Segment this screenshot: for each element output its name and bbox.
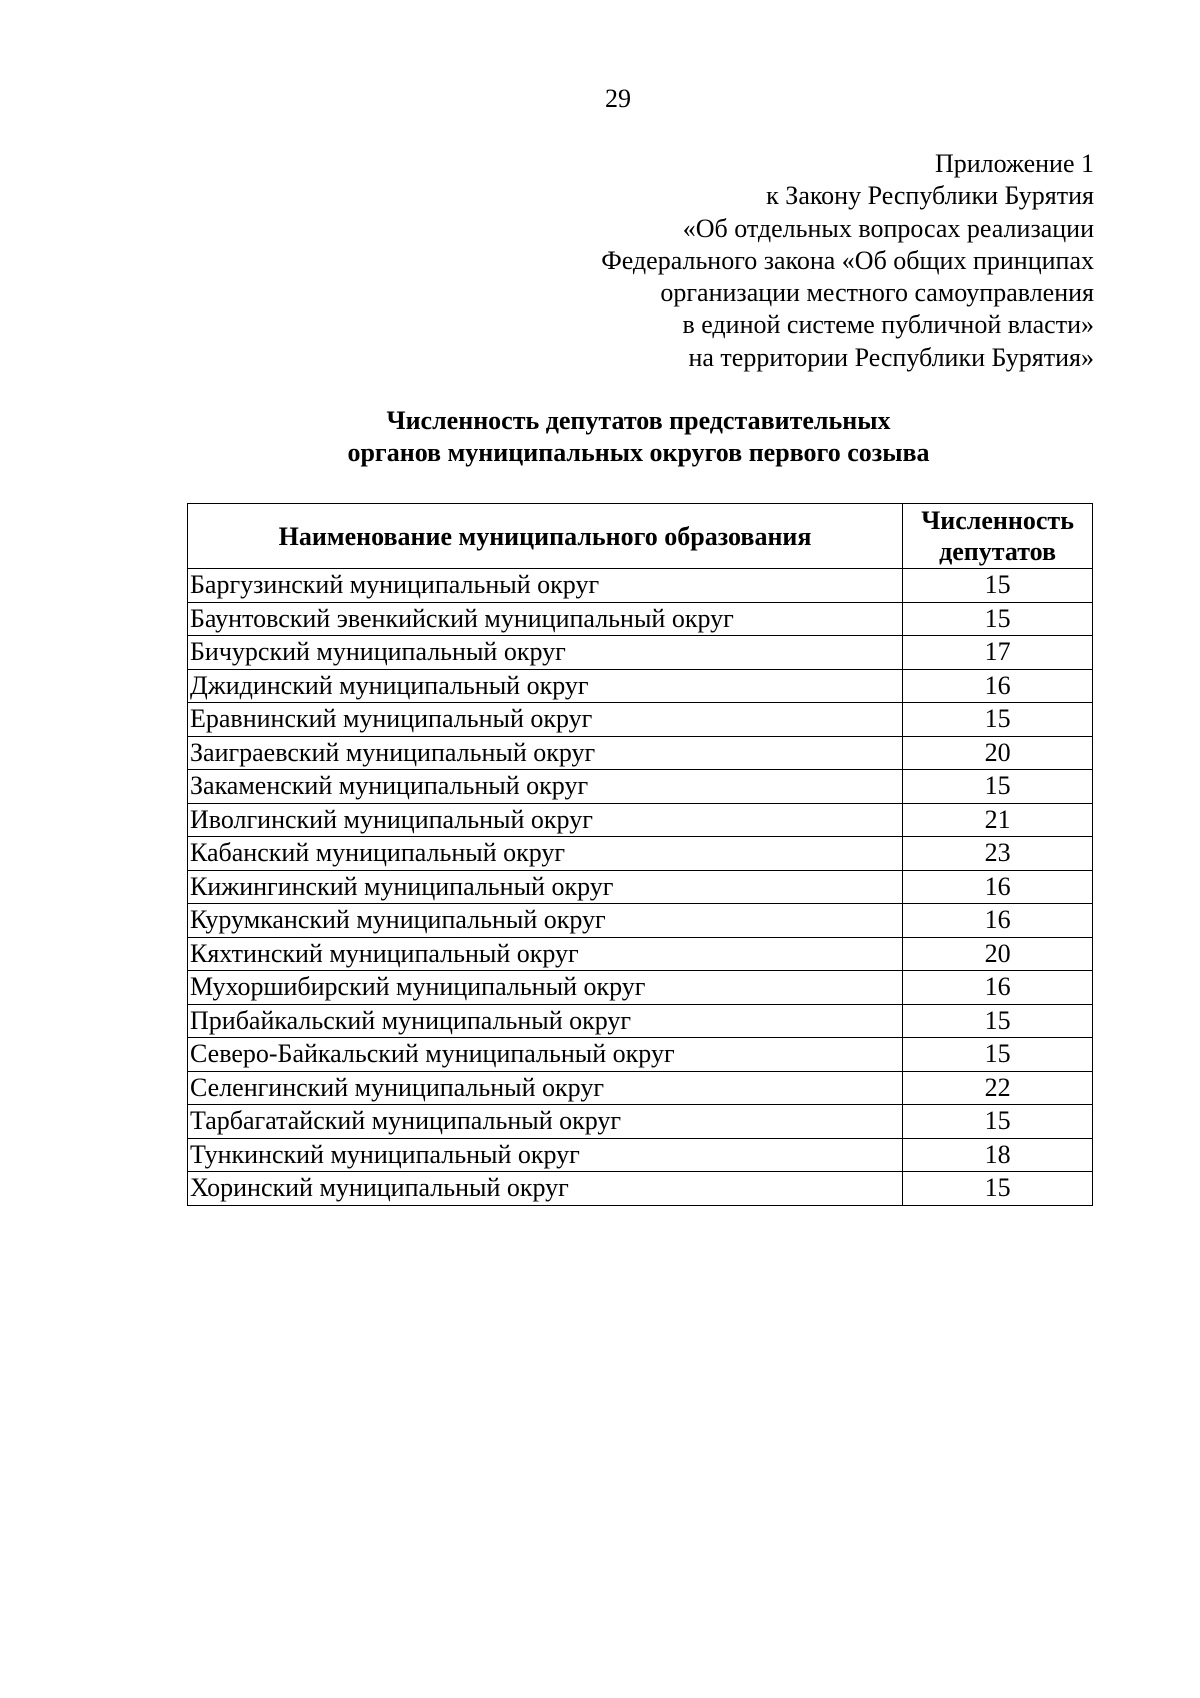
table-row <box>188 669 1093 703</box>
deputies-count-cell: 16 <box>903 669 1093 703</box>
table-row <box>188 971 1093 1005</box>
municipality-name-cell: Кяхтинский муниципальный округ <box>188 937 903 971</box>
municipality-name-cell: Прибайкальский муниципальный округ <box>188 1004 903 1038</box>
municipality-name-cell: Кабанский муниципальный округ <box>188 837 903 871</box>
deputies-count-cell: 17 <box>903 636 1093 670</box>
table-row <box>188 569 1093 603</box>
document-title-line: Численность депутатов представительных <box>386 406 891 435</box>
table-row <box>188 937 1093 971</box>
deputies-count-cell: 15 <box>903 1172 1093 1206</box>
municipality-name-cell: Северо-Байкальский муниципальный округ <box>188 1038 903 1072</box>
municipality-name-cell: Бичурский муниципальный округ <box>188 636 903 670</box>
deputies-count-cell: 16 <box>903 870 1093 904</box>
deputies-count-cell: 15 <box>903 1105 1093 1139</box>
appendix-line: «Об отдельных вопросах реализации <box>682 213 1094 243</box>
document-title-line: органов муниципальных округов первого созыва <box>347 438 930 467</box>
table-row <box>188 636 1093 670</box>
municipality-name-cell: Закаменский муниципальный округ <box>188 770 903 804</box>
municipality-name-cell: Джидинский муниципальный округ <box>188 669 903 703</box>
appendix-line: Федерального закона «Об общих принципах <box>601 245 1094 275</box>
municipality-name-cell: Хоринский муниципальный округ <box>188 1172 903 1206</box>
deputies-count-cell: 20 <box>903 937 1093 971</box>
document-title <box>187 405 1090 469</box>
deputies-count-cell: 15 <box>903 1038 1093 1072</box>
table-body <box>188 569 1093 1206</box>
municipality-name-cell: Баргузинский муниципальный округ <box>188 569 903 603</box>
header-deputies-count: Численность депутатов <box>903 504 1093 569</box>
table-row <box>188 770 1093 804</box>
table-row <box>188 1138 1093 1172</box>
table-row <box>188 870 1093 904</box>
table-row <box>188 602 1093 636</box>
appendix-reference <box>601 148 1094 374</box>
municipality-name-cell: Тарбагатайский муниципальный округ <box>188 1105 903 1139</box>
municipality-name-cell: Иволгинский муниципальный округ <box>188 803 903 837</box>
table-row <box>188 703 1093 737</box>
appendix-line: Приложение 1 <box>934 149 1094 178</box>
table-row <box>188 1105 1093 1139</box>
deputies-count-cell: 16 <box>903 904 1093 938</box>
deputies-count-cell: 15 <box>903 770 1093 804</box>
page-number: 29 <box>605 84 631 113</box>
deputies-count-cell: 15 <box>903 1004 1093 1038</box>
table-row <box>188 803 1093 837</box>
municipality-name-cell: Селенгинский муниципальный округ <box>188 1071 903 1105</box>
municipality-name-cell: Тункинский муниципальный округ <box>188 1138 903 1172</box>
deputies-count-cell: 18 <box>903 1138 1093 1172</box>
municipality-name-cell: Баунтовский эвенкийский муниципальный округ <box>188 602 903 636</box>
deputies-count-cell: 20 <box>903 736 1093 770</box>
table-row <box>188 1071 1093 1105</box>
deputies-count-cell: 15 <box>903 703 1093 737</box>
deputies-count-cell: 23 <box>903 837 1093 871</box>
deputies-count-cell: 22 <box>903 1071 1093 1105</box>
table-header-row <box>188 504 1093 569</box>
table-row <box>188 904 1093 938</box>
table-row <box>188 1004 1093 1038</box>
header-municipality-name: Наименование муниципального образования <box>188 504 903 569</box>
table-row <box>188 1038 1093 1072</box>
deputies-table <box>187 503 1093 1206</box>
municipality-name-cell: Кижингинский муниципальный округ <box>188 870 903 904</box>
municipality-name-cell: Курумканский муниципальный округ <box>188 904 903 938</box>
appendix-line: организации местного самоуправления <box>660 278 1094 308</box>
appendix-line: к Закону Республики Бурятия <box>766 181 1094 211</box>
deputies-count-cell: 21 <box>903 803 1093 837</box>
appendix-line: в единой системе публичной власти» <box>682 310 1094 340</box>
table-row <box>188 837 1093 871</box>
table-row <box>188 1172 1093 1206</box>
table-row <box>188 736 1093 770</box>
municipality-name-cell: Мухоршибирский муниципальный округ <box>188 971 903 1005</box>
municipality-name-cell: Заиграевский муниципальный округ <box>188 736 903 770</box>
deputies-count-cell: 16 <box>903 971 1093 1005</box>
municipality-name-cell: Еравнинский муниципальный округ <box>188 703 903 737</box>
deputies-count-cell: 15 <box>903 602 1093 636</box>
appendix-line: на территории Республики Бурятия» <box>688 342 1094 372</box>
deputies-count-cell: 15 <box>903 569 1093 603</box>
